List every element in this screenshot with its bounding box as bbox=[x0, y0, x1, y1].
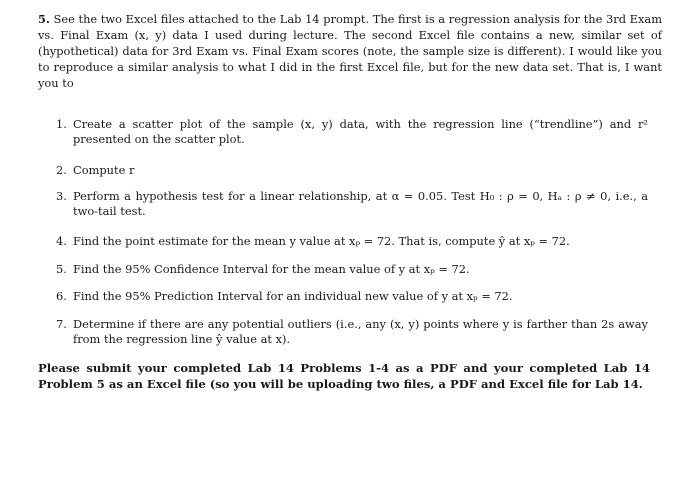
list-item bbox=[56, 234, 648, 249]
step-text: Find the point estimate for the mean y value at xₚ = 72. That is, compute ŷ at xₚ = 72. bbox=[73, 234, 570, 248]
step-text: Create a scatter plot of the sample (x, y) data, with the regression line (“trendline”) and r² presented on the scatter plot. bbox=[73, 117, 648, 146]
step-text: Find the 95% Confidence Interval for the mean value of y at xₚ = 72. bbox=[73, 262, 470, 276]
problem-number: 5. bbox=[38, 12, 50, 26]
step-text: Determine if there are any potential outliers (i.e., any (x, y) points where y is farther than 2s away from the regression line ŷ value at x). bbox=[73, 317, 648, 346]
list-item bbox=[56, 317, 648, 347]
list-item bbox=[56, 163, 648, 178]
list-item bbox=[56, 262, 648, 277]
step-number: 3. bbox=[56, 189, 67, 203]
list-item bbox=[56, 117, 648, 147]
list-item bbox=[56, 189, 648, 219]
step-number: 6. bbox=[56, 289, 67, 303]
step-number: 2. bbox=[56, 163, 67, 177]
step-number: 4. bbox=[56, 234, 67, 248]
list-item bbox=[56, 289, 648, 304]
step-number: 7. bbox=[56, 317, 67, 331]
step-text: Compute r bbox=[73, 163, 135, 177]
problem-intro bbox=[38, 11, 662, 91]
submission-instructions: Please submit your completed Lab 14 Problems 1-4 as a PDF and your completed Lab 14 Problem 5 as an Excel file (so you will be uploading two files, a PDF and Excel file for Lab 14. bbox=[38, 361, 650, 391]
problem-intro-text: See the two Excel files attached to the Lab 14 prompt. The first is a regression analysis for the 3rd Exam vs. Final Exam (x, y) data I used during lecture. The second Excel file contains a new, similar set of (hypothetical) data for 3rd Exam vs. Final Exam scores (note, the sample size is different). I would like you to reproduce a similar analysis to what I did in the first Excel file, but for the new data set. That is, I want you to bbox=[38, 12, 662, 90]
step-number: 5. bbox=[56, 262, 67, 276]
step-text: Perform a hypothesis test for a linear relationship, at α = 0.05. Test H₀ : ρ = 0, Hₐ : ρ ≠ 0, i.e., a two-tail test. bbox=[73, 189, 648, 218]
step-text: Find the 95% Prediction Interval for an individual new value of y at xₚ = 72. bbox=[73, 289, 513, 303]
step-number: 1. bbox=[56, 117, 67, 131]
